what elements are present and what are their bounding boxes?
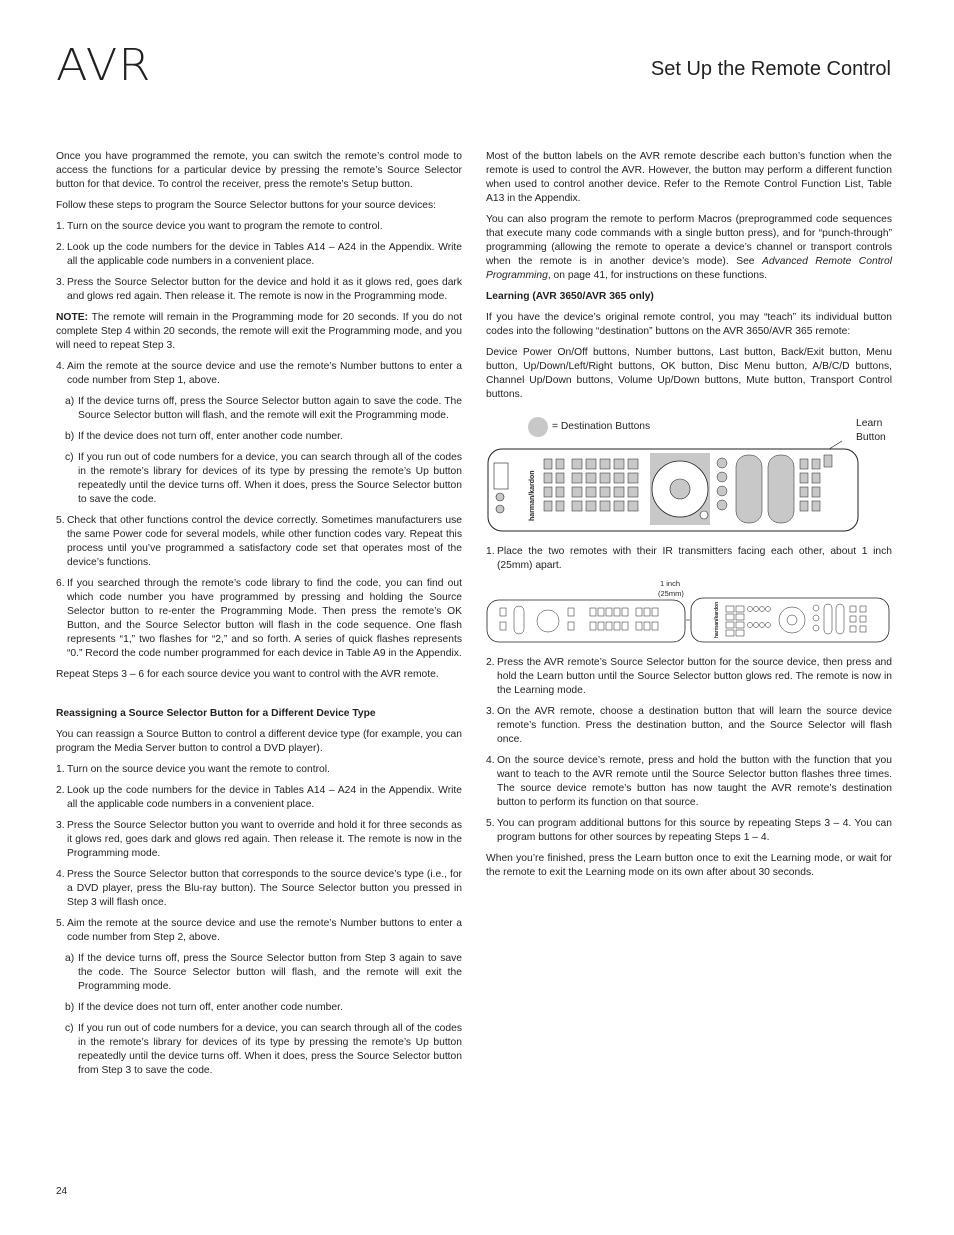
list-item: 5. Aim the remote at the source device and use the remote’s Number buttons to enter a code number from Step 2, above. [56, 918, 462, 943]
two-remotes-figure [486, 580, 892, 646]
paragraph: Follow these steps to program the Source Selector buttons for your source devices: [56, 200, 437, 211]
sub-list-item: b) If the device does not turn off, enter another code number. [65, 1002, 343, 1013]
list-item: 6. If you searched through the remote’s code library to find the code, you can find out which code number you have programmed by pressing and holding the Source Selector button to re-enter the Programming Mode. Then press the remote’s OK Button, and the Source Selector button will flash in the code sequence. One flash represents “1,” two flashes for “2,” and so forth. A series of quick flashes represents “0.” Record the code number programmed for each device in Table A9 in the Appendix. [56, 578, 462, 659]
list-item: 2. Look up the code numbers for the device in Tables A14 – A24 in the Appendix. Write all the applicable code numbers in a convenient place. [56, 785, 462, 810]
avr-remote-illustration [486, 439, 892, 535]
list-item: 4. On the source device’s remote, press and hold the button with the function that you want to teach to the AVR remote until the Source Selector button flashes three times. The source device remote’s button has now taught the AVR remote’s destination button to perform its function on that source. [486, 755, 892, 808]
distance-label: 1 inch [660, 580, 681, 588]
paragraph: You can also program the remote to perform Macros (preprogrammed code sequences that execute many code commands with a single button press), and for “punch-through” programming (allowing the remote to operate a device’s channel or transport controls when the remote is in another device’s mode). See Advanced Remote Control Programming, on page 41, for instructions on these functions. [486, 214, 892, 281]
list-item: 3. On the AVR remote, choose a destination button that will learn the source device remote’s function. Press the destination button, and the Source Selector will flash once. [486, 706, 892, 745]
list-item: 1. Place the two remotes with their IR transmitters facing each other, about 1 inch (25mm) apart. [486, 546, 892, 571]
legend-label: = Destination Buttons [552, 421, 651, 432]
paragraph: Device Power On/Off buttons, Number buttons, Last button, Back/Exit button, Menu button, Up/Down/Left/Right buttons, OK button, Disc Menu button, A/B/C/D buttons, Channel Up/Down buttons, Volume Up/Down buttons, Mute button, Transport Control buttons. [486, 347, 892, 400]
avr-logo: AVR [56, 40, 152, 91]
list-item: 1. Turn on the source device you want to program the remote to control. [56, 221, 383, 232]
sub-list-item: c) If you run out of code numbers for a device, you can search through all of the codes in the remote’s library for devices of its type by pressing the remote’s Up button repeatedly until the device turns off. When it does, press the Source Selector button to save the code. [65, 452, 462, 505]
remote-brand-text: harman/kardon [529, 470, 536, 521]
sub-list-item: a) If the device turns off, press the Source Selector button from Step 3 again to save the code. The Source Selector button will flash, and the remote will exit the Programming mode. [65, 953, 462, 992]
sub-list-item: c) If you run out of code numbers for a device, you can search through all of the codes in the remote’s library for devices of its type by pressing the remote’s Up button repeatedly until the device turns off. When it does, press the Source Selector button from Step 3 to save the code. [65, 1023, 462, 1076]
section-title: Set Up the Remote Control [650, 58, 891, 80]
two-remotes-illustration [486, 580, 892, 646]
right-column [486, 150, 892, 887]
cross-reference: Advanced Remote Control Programming [486, 256, 892, 281]
avr-remote-figure [486, 409, 892, 537]
list-item: 1. Turn on the source device you want the remote to control. [56, 764, 330, 775]
sub-list-item: b) If the device does not turn off, enter another code number. [65, 431, 343, 442]
distance-mm-label: (25mm) [658, 589, 684, 598]
paragraph: Most of the button labels on the AVR remote describe each button’s function when the remote is used to control the AVR. However, the button may perform a different function when used to control another device. Refer to the Remote Control Function List, Table A13 in the Appendix. [486, 151, 892, 204]
left-column [56, 150, 462, 1085]
remote-brand-text-small: harman/kardon [714, 601, 720, 638]
list-item: 2. Press the AVR remote’s Source Selector button for the source device, then press and hold the Learn button until the Source Selector button glows red. The remote is now in the Learning mode. [486, 657, 892, 696]
destination-button-swatch [528, 417, 548, 437]
list-item: 4. Press the Source Selector button that corresponds to the source device’s type (i.e., for a DVD player, press the Blu-ray button). The Source Selector button you pressed in Step 3 will flash once. [56, 869, 462, 908]
note-label: NOTE: [56, 312, 89, 323]
list-item: 5. You can program additional buttons for this source by repeating Steps 3 – 4. You can program buttons for other sources by repeating Steps 1 – 4. [486, 818, 892, 843]
note: NOTE: The remote will remain in the Programming mode for 20 seconds. If you do not complete Step 4 within 20 seconds, the remote will exit the Programming mode, and you will need to repeat Step 3. [56, 312, 462, 351]
subheading: Reassigning a Source Selector Button for a Different Device Type [56, 708, 376, 719]
paragraph: Repeat Steps 3 – 6 for each source device you want to control with the AVR remote. [56, 669, 439, 680]
subheading: Learning (AVR 3650/AVR 365 only) [486, 291, 654, 302]
sub-list-item: a) If the device turns off, press the Source Selector button again to save the code. The Source Selector button will flash, and the remote will exit the Programming mode. [65, 396, 462, 421]
list-item: 3. Press the Source Selector button you want to override and hold it for three seconds as it glows red, goes dark and glows red again. Then release it. The remote is now in the Programming mode. [56, 820, 462, 859]
list-item: 5. Check that other functions control the device correctly. Sometimes manufacturers use the same Power code for several models, while other function codes vary. Repeat this process until you’ve programmed a satisfactory code set that operates most of the device’s functions. [56, 515, 462, 568]
page-number: 24 [56, 1186, 68, 1197]
paragraph: You can reassign a Source Button to control a different device type (for example, you can program the Media Server button to control a DVD player). [56, 729, 462, 754]
list-item: 2. Look up the code numbers for the device in Tables A14 – A24 in the Appendix. Write all the applicable code numbers in a convenient place. [56, 242, 462, 267]
paragraph: When you’re finished, press the Learn button once to exit the Learning mode, or wait for the remote to exit the Learning mode on its own after about 30 seconds. [486, 853, 892, 878]
list-item: 4. Aim the remote at the source device and use the remote’s Number buttons to enter a code number from Step 1, above. [56, 361, 462, 386]
list-item: 3. Press the Source Selector button for the device and hold it as it glows red, goes dark and glows red again. Then release it. The remote is now in the Programming mode. [56, 277, 462, 302]
learn-button-label: Learn Button [856, 418, 886, 443]
paragraph: If you have the device’s original remote control, you may “teach” its individual button codes into the following “destination” buttons on the AVR 3650/AVR 365 remote: [486, 312, 892, 337]
paragraph: Once you have programmed the remote, you can switch the remote’s control mode to access the functions for a particular device by pressing the remote’s Source Selector button for that device. To control the receiver, press the remote’s Setup button. [56, 151, 462, 190]
